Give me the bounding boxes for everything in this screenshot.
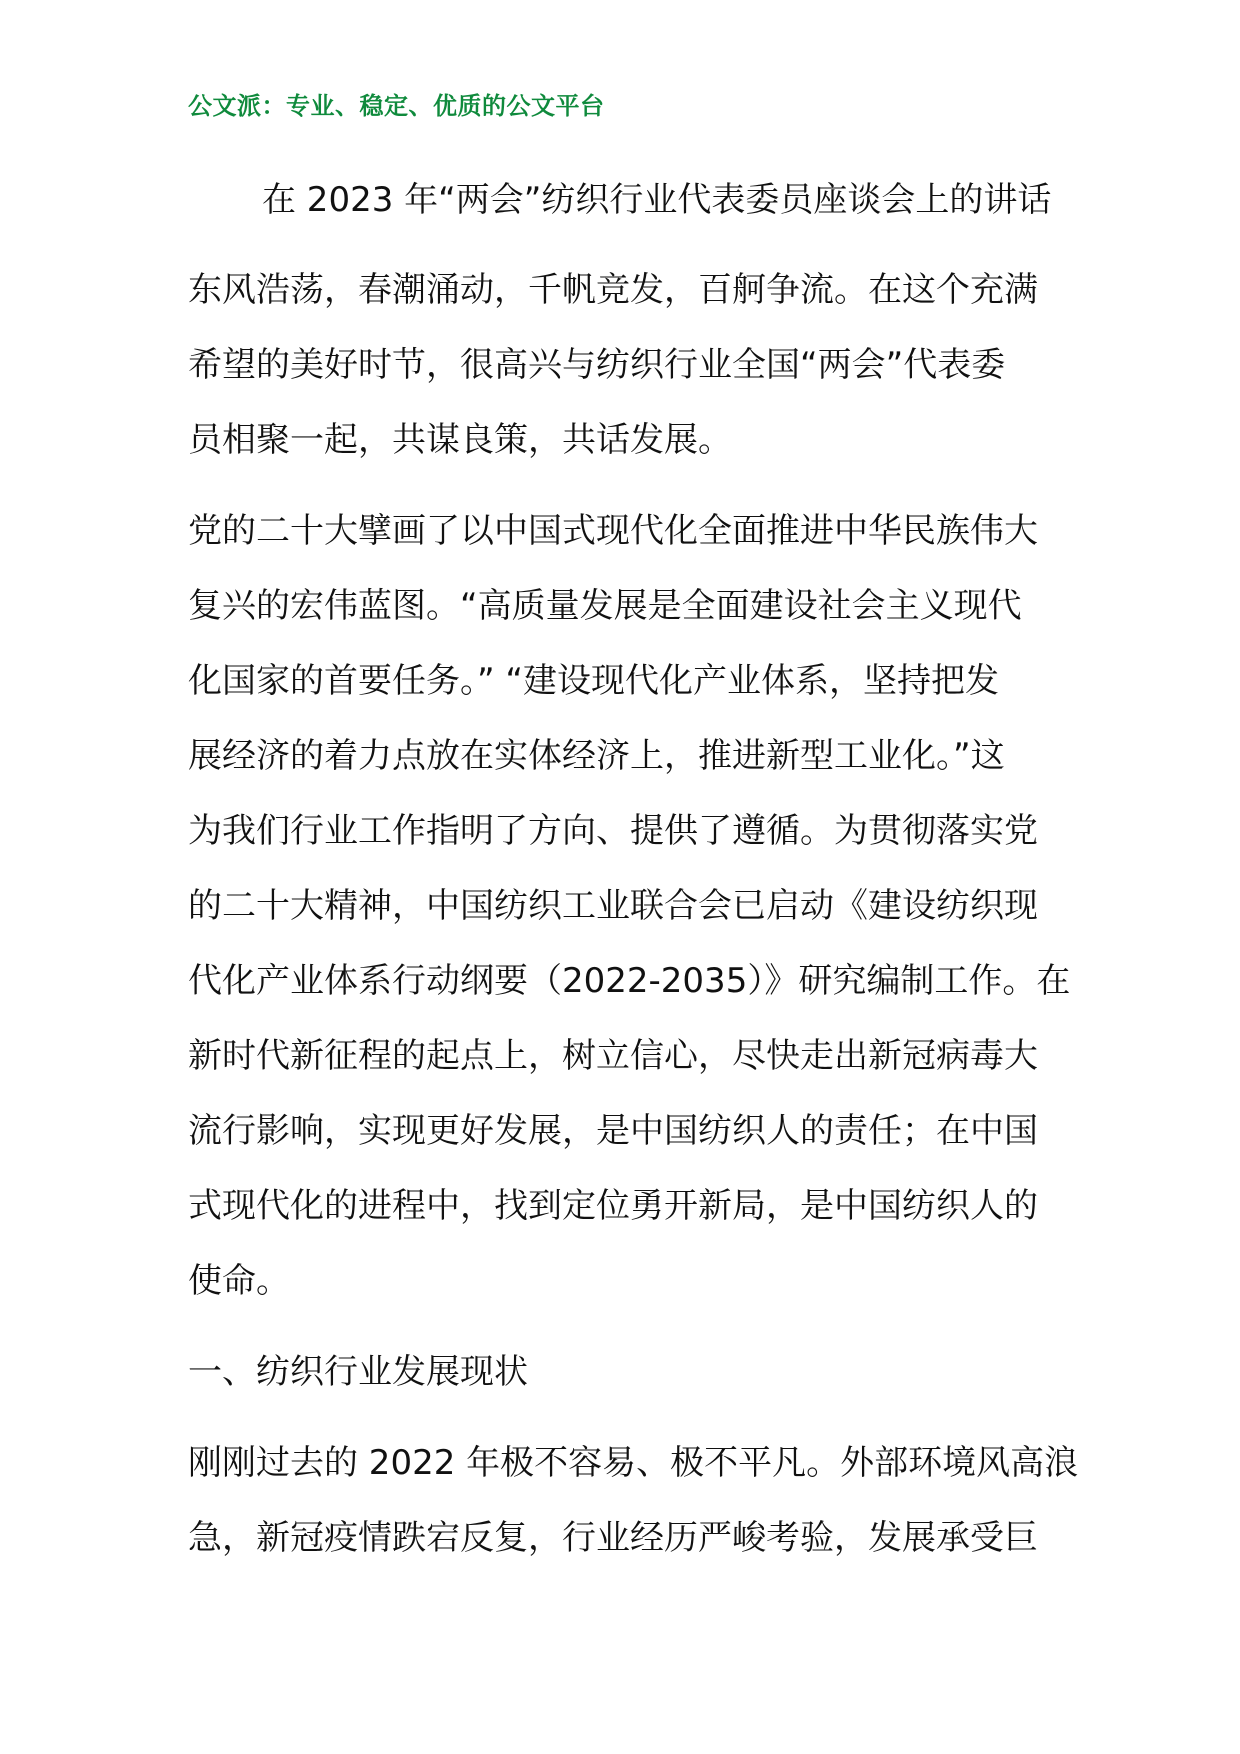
paragraph-line: 代化产业体系行动纲要（2022-2035）》研究编制工作。在 [188, 961, 1071, 1001]
paragraph [188, 1433, 1079, 1583]
paragraph-line: 员相聚一起，共谋良策，共话发展。 [188, 420, 732, 460]
paragraph-line: 展经济的着力点放在实体经济上，推进新型工业化。”这 [188, 736, 1005, 776]
paragraph-line: 党的二十大擘画了以中国式现代化全面推进中华民族伟大 [188, 511, 1038, 551]
paragraph-line: 的二十大精神，中国纺织工业联合会已启动《建设纺织现 [188, 886, 1038, 926]
section-heading [188, 1342, 1054, 1417]
document-body [188, 260, 1079, 1583]
paragraph-line: 化国家的首要任务。” “建设现代化产业体系，坚持把发 [188, 661, 1000, 701]
paragraph-line: 使命。 [188, 1261, 290, 1301]
paragraph-line: 复兴的宏伟蓝图。“高质量发展是全面建设社会主义现代 [188, 586, 1022, 626]
paragraph-line: 新时代新征程的起点上，树立信心，尽快走出新冠病毒大 [188, 1036, 1038, 1076]
document-title: 在 2023 年“两会”纺织行业代表委员座谈会上的讲话 [262, 180, 1052, 220]
site-header: 公文派：专业、稳定、优质的公文平台 [188, 92, 605, 120]
paragraph-line: 流行影响，实现更好发展，是中国纺织人的责任；在中国 [188, 1111, 1038, 1151]
paragraph [188, 260, 1054, 485]
paragraph-line: 为我们行业工作指明了方向、提供了遵循。为贯彻落实党 [188, 811, 1038, 851]
paragraph-line: 急，新冠疫情跌宕反复，行业经历严峻考验，发展承受巨 [188, 1518, 1038, 1558]
paragraph-line: 式现代化的进程中，找到定位勇开新局，是中国纺织人的 [188, 1186, 1038, 1226]
paragraph-line: 刚刚过去的 2022 年极不容易、极不平凡。外部环境风高浪 [188, 1443, 1079, 1483]
paragraph [188, 501, 1071, 1326]
paragraph-line: 东风浩荡，春潮涌动，千帆竞发，百舸争流。在这个充满 [188, 270, 1038, 310]
paragraph-line: 希望的美好时节，很高兴与纺织行业全国“两会”代表委 [188, 345, 1006, 385]
section-heading-line: 一、纺织行业发展现状 [188, 1352, 528, 1392]
